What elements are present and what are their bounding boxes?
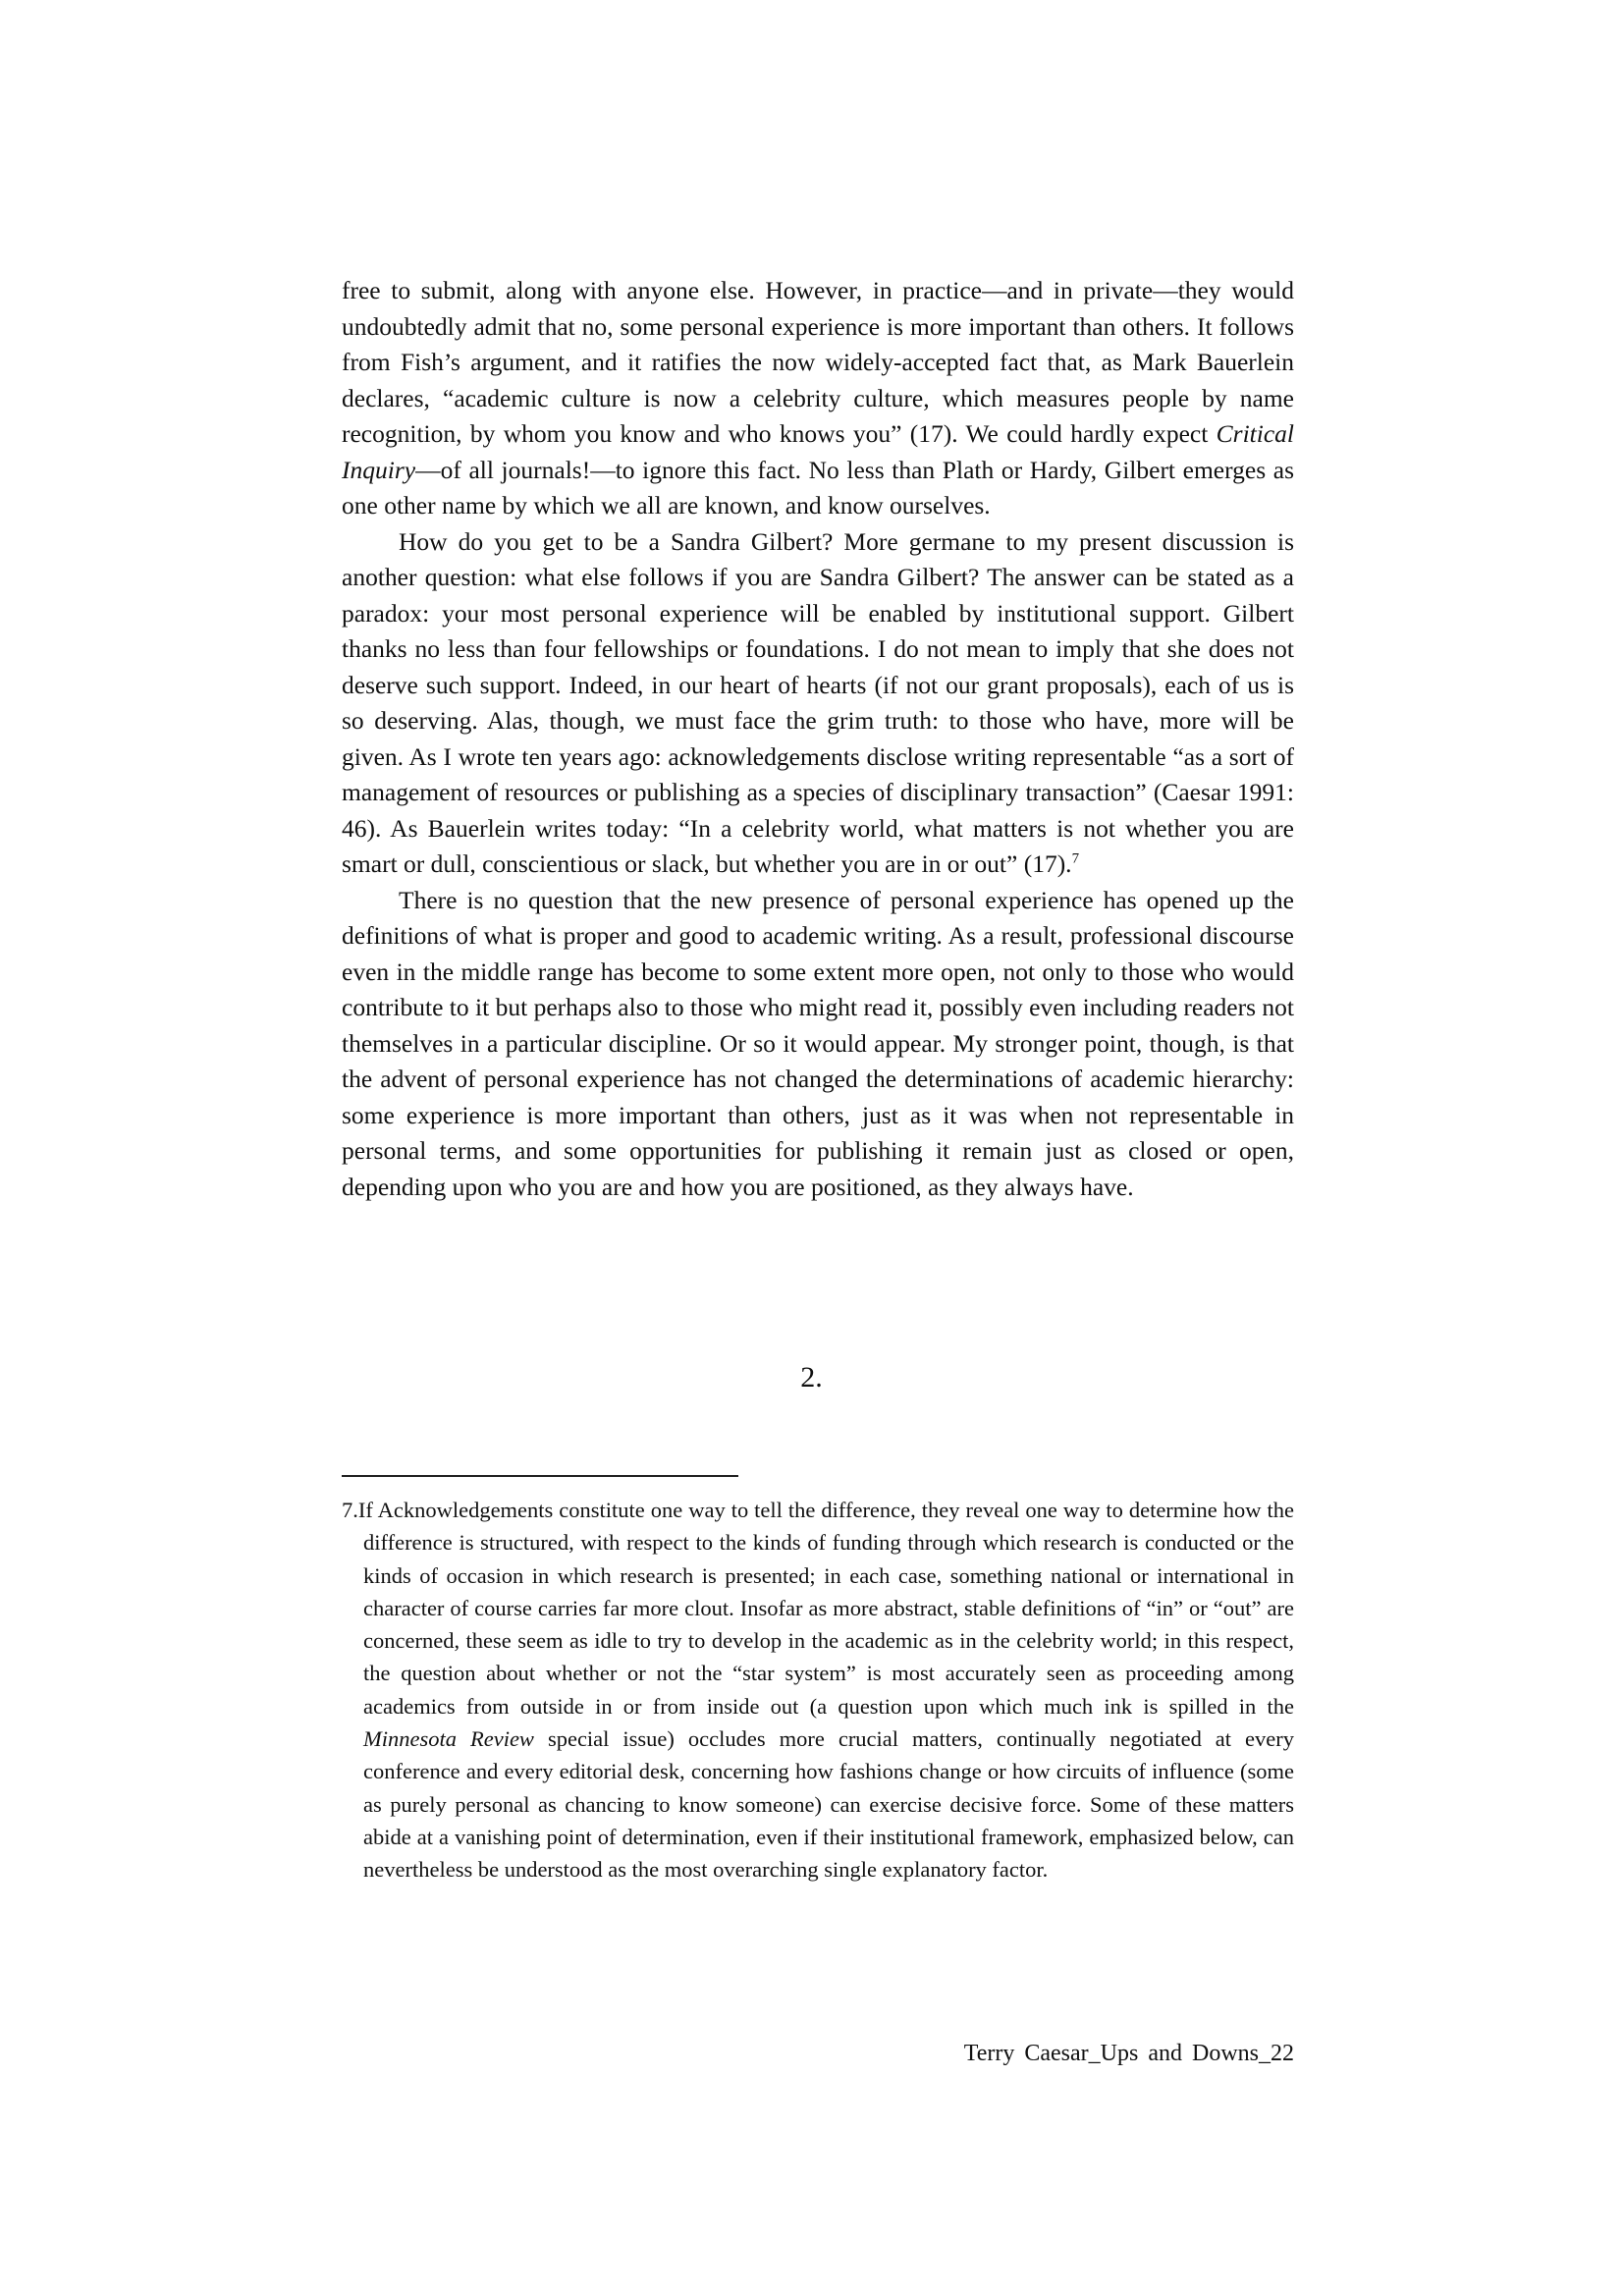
journal-title-italic: Critical Inquiry bbox=[342, 419, 1294, 484]
section-number: 2. bbox=[800, 1361, 823, 1394]
footnote-reference[interactable]: 7 bbox=[1071, 850, 1080, 867]
footnote-text-a: If Acknowledgements constitute one way to tell the difference, they reveal one way to determine how the difference is structured, with respect to the kinds of funding through which research is conducted or the kinds of occasion in which research is presented; in each case, something national or international in character of course carries far more clout. Insofar as more abstract, stable definitions of “in” or “out” are concerned, these seem as idle to try to develop in the academic as in the celebrity world; in this respect, the question about whether or not the “star system” is most accurately seen as proceeding among academics from outside in or from inside out (a question upon which much ink is spilled in the bbox=[357, 1498, 1294, 1719]
paragraph-2-text: How do you get to be a Sandra Gilbert? More germane to my present discussion is another question: what else follows if you are Sandra Gilbert? The answer can be stated as a paradox: your most personal experience will be enabled by institutional support. Gilbert thanks no less than four fellowships or foundations. I do not mean to imply that she does not deserve such support. Indeed, in our heart of hearts (if not our grant proposals), each of us is so deserving. Alas, though, we must face the grim truth: to those who have, more will be given. As I wrote ten years ago: acknowledgements disclose writing representable “as a sort of management of resources or publishing as a species of disciplinary transaction” (Caesar 1991: 46). As Bauerlein writes today: “In a celebrity world, what matters is not whether you are smart or dull, conscientious or slack, but whether you are in or out” (17). bbox=[342, 526, 1294, 878]
footnote-divider bbox=[342, 1475, 738, 1477]
footnote-text-b: special issue) occludes more crucial matters, continually negotiated at every conference and every editorial desk, concerning how fashions change or how circuits of influence (some as purely personal as chancing to know someone) can exercise decisive force. Some of these matters abide at a vanishing point of determination, even if their institutional framework, emphasized below, can nevertheless be understood as the most overarching single explanatory factor. bbox=[363, 1726, 1295, 1883]
footnote-italic-title: Minnesota Review bbox=[363, 1726, 534, 1752]
paragraph-1-text-b: —of all journals!—to ignore this fact. No less than Plath or Hardy, Gilbert emerges as one other name by which we all are known, and know ourselves. bbox=[342, 455, 1294, 519]
body-text bbox=[342, 273, 1294, 1205]
running-footer: Terry Caesar_Ups and Downs_22 bbox=[963, 2041, 1294, 2066]
paragraph-1 bbox=[342, 273, 1294, 524]
paragraph-2 bbox=[342, 524, 1294, 883]
paragraph-1-text-a: free to submit, along with anyone else. However, in practice—and in private—they would undoubtedly admit that no, some personal experience is more important than others. It follows from Fish’s argument, and it ratifies the now widely-accepted fact that, as Mark Bauerlein declares, “academic culture is now a celebrity culture, which measures people by name recognition, by whom you know and who knows you” (17). We could hardly expect bbox=[342, 276, 1294, 448]
footnote-marker: 7. bbox=[342, 1498, 358, 1522]
paragraph-3: There is no question that the new presence of personal experience has opened up the definitions of what is proper and good to academic writing. As a result, professional discourse even in the middle range has become to some extent more open, not only to those who would contribute to it but perhaps also to those who might read it, possibly even including readers not themselves in a particular discipline. Or so it would appear. My stronger point, though, is that the advent of personal experience has not changed the determinations of academic hierarchy: some experience is more important than others, just as it was when not representable in personal terms, and some opportunities for publishing it remain just as closed or open, depending upon who you are and how you are positioned, as they always have. bbox=[342, 885, 1294, 1201]
footnote-7 bbox=[342, 1494, 1294, 1886]
